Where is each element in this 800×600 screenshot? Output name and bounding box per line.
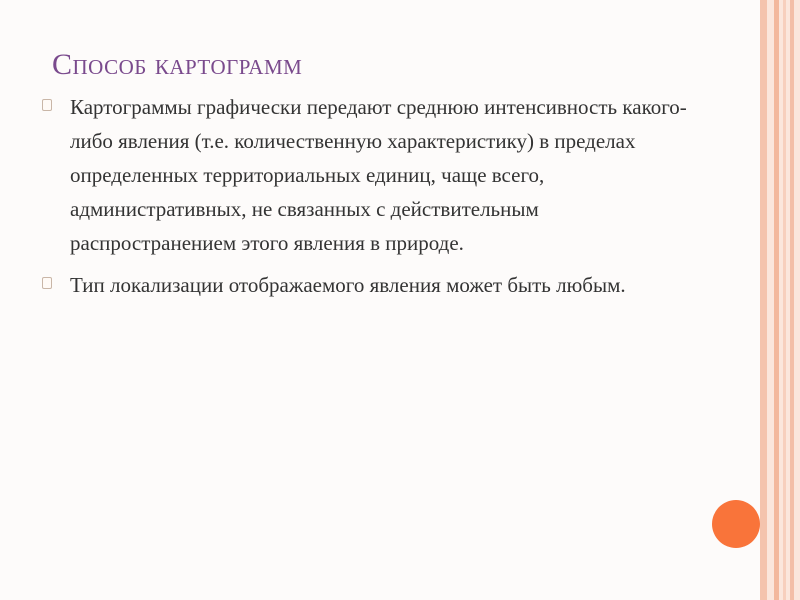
square-bullet-icon [42, 99, 52, 111]
decorative-stripes [760, 0, 800, 600]
orange-circle-icon [712, 500, 760, 548]
bullet-item [42, 90, 702, 260]
slide-title: Способ картограмм [52, 48, 303, 81]
bullet-text: Картограммы графически передают среднюю интенсивность какого-либо явления (т.е. количественную характеристику) в пределах определенных территориальных единиц, чаще всего, административных, не связанных с действительным распространением этого явления в природе. [70, 95, 687, 255]
stripe [760, 0, 767, 600]
stripe [783, 0, 786, 600]
stripe [774, 0, 779, 600]
stripe [790, 0, 794, 600]
bullet-list [42, 90, 702, 310]
bullet-text: Тип локализации отображаемого явления может быть любым. [70, 273, 626, 297]
bullet-item [42, 268, 702, 302]
square-bullet-icon [42, 277, 52, 289]
